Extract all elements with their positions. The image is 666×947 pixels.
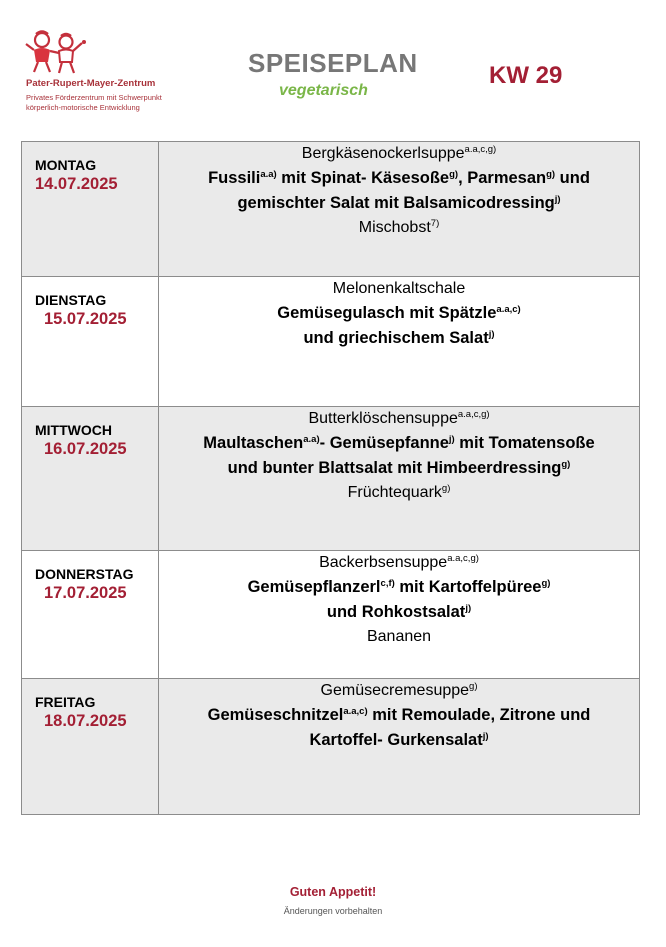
soup-text: Gemüsecremesuppe [320, 682, 470, 699]
main-dish-allergen: j) [488, 329, 495, 340]
page-subtitle: vegetarisch [279, 82, 368, 99]
main-dish-allergen: a.a,c) [343, 706, 368, 717]
day-date: 14.07.2025 [35, 175, 118, 193]
dessert-allergen: 7) [430, 218, 440, 229]
day-row [22, 407, 640, 551]
main-dish-allergen: g) [561, 459, 571, 470]
soup-allergen: g) [469, 681, 478, 692]
logo-subline-1: Privates Förderzentrum mit Schwerpunkt [26, 93, 162, 102]
day-row [22, 551, 640, 679]
main-dish-allergen: c,f) [380, 578, 395, 589]
main-dish-text: Fussili [208, 169, 261, 187]
day-cell [22, 551, 159, 679]
soup-allergen: a.a,c,g) [457, 409, 490, 420]
main-dish-allergen: j) [448, 434, 455, 445]
main-dish-text: und Rohkostsalat [326, 603, 466, 621]
day-row [22, 277, 640, 407]
dessert [159, 216, 639, 240]
main-dish-text: mit Remoulade, Zitrone und [367, 706, 591, 724]
main-dish-allergen: a.a) [303, 434, 320, 445]
main-dish-text: und griechischem Salat [303, 329, 489, 347]
page-title: SPEISEPLAN [248, 48, 418, 78]
main-dish-allergen: g) [546, 169, 556, 180]
menu-cell [159, 277, 640, 407]
main-dish-text: Maultaschen [203, 434, 304, 452]
main-dish [159, 166, 639, 216]
dessert [159, 625, 639, 649]
main-dish [159, 301, 639, 351]
day-name: MITTWOCH [35, 422, 112, 438]
day-row [22, 679, 640, 815]
main-dish-text: - Gemüsepfanne [319, 434, 449, 452]
day-cell [22, 679, 159, 815]
soup [159, 142, 639, 166]
main-dish-text: Gemüsepflanzerl [247, 578, 381, 596]
dessert [159, 481, 639, 505]
main-dish-allergen: a.a,c) [496, 304, 521, 315]
logo-subline-2: körperlich-motorische Entwicklung [26, 103, 140, 112]
main-dish-text: Kartoffel- Gurkensalat [309, 731, 483, 749]
footer-note: Änderungen vorbehalten [283, 906, 383, 916]
main-dish-text: mit Kartoffelpüree [394, 578, 542, 596]
menu-table [21, 141, 640, 815]
dessert-allergen: g) [441, 483, 451, 494]
main-dish-text: Gemüsegulasch mit Spätzle [277, 304, 497, 322]
dessert-text: Mischobst [358, 219, 431, 236]
day-name: MONTAG [35, 157, 97, 173]
main-dish [159, 703, 639, 753]
day-cell [22, 277, 159, 407]
day-name: FREITAG [35, 694, 96, 710]
dessert-text: Früchtequark [347, 484, 442, 501]
children-logo-icon [24, 30, 88, 76]
soup [159, 277, 639, 301]
day-row [22, 142, 640, 277]
day-name: DONNERSTAG [35, 566, 134, 582]
school-logo [24, 30, 194, 120]
main-dish-allergen: g) [449, 169, 459, 180]
main-dish [159, 431, 639, 481]
soup-allergen: a.a,c,g) [447, 553, 479, 564]
week-label: KW 29 [489, 62, 563, 89]
menu-cell [159, 142, 640, 277]
main-dish-text: und [555, 169, 590, 187]
soup-text: Bergkäsenockerlsuppe [301, 145, 465, 162]
main-dish-text: mit Spinat- Käsesoße [276, 169, 450, 187]
main-dish [159, 575, 639, 625]
main-dish-text: und bunter Blattsalat mit Himbeerdressing [227, 459, 562, 477]
soup [159, 407, 639, 431]
day-cell [22, 142, 159, 277]
day-cell [22, 407, 159, 551]
day-date: 17.07.2025 [44, 584, 127, 602]
main-dish-text: mit Tomatensoße [454, 434, 595, 452]
main-dish-text: gemischter Salat mit Balsamicodressing [237, 194, 555, 212]
dessert-text: Bananen [366, 628, 432, 645]
soup [159, 551, 639, 575]
main-dish-allergen: j) [465, 603, 472, 614]
soup-text: Backerbsensuppe [319, 554, 448, 571]
day-date: 18.07.2025 [44, 712, 127, 730]
menu-cell [159, 679, 640, 815]
day-date: 15.07.2025 [44, 310, 127, 328]
main-dish-allergen: a.a) [260, 169, 277, 180]
day-name: DIENSTAG [35, 292, 107, 308]
main-dish-allergen: j) [554, 194, 561, 205]
logo-name: Pater-Rupert-Mayer-Zentrum [26, 78, 156, 89]
main-dish-text: Gemüseschnitzel [207, 706, 344, 724]
menu-cell [159, 407, 640, 551]
soup [159, 679, 639, 703]
soup-allergen: a.a,c,g) [464, 144, 497, 155]
day-date: 16.07.2025 [44, 440, 127, 458]
soup-text: Butterklöschensuppe [308, 410, 458, 427]
footer-greeting: Guten Appetit! [289, 885, 377, 899]
soup-text: Melonenkaltschale [332, 280, 466, 297]
main-dish-allergen: j) [482, 731, 489, 742]
main-dish-allergen: g) [541, 578, 551, 589]
main-dish-text: , Parmesan [458, 169, 547, 187]
menu-cell [159, 551, 640, 679]
